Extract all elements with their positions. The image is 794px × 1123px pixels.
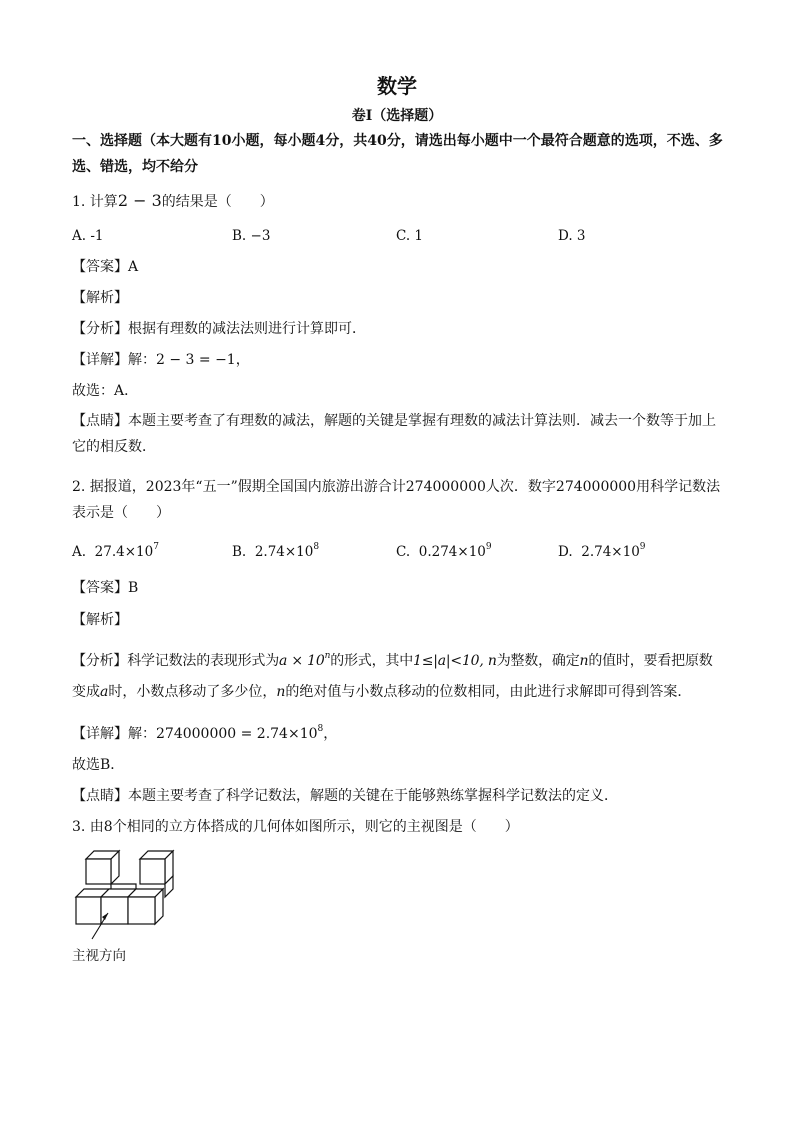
q2-fenxi-math-a: a xyxy=(100,684,109,700)
q2-comment: 【点睛】本题主要考查了科学记数法，解题的关键在于能够熟练掌握科学记数法的定义． xyxy=(72,788,618,804)
q1-comment: 【点睛】本题主要考查了有理数的减法，解题的关键是掌握有理数的减法计算法则．减去一个数等于加上它的相反数． xyxy=(72,413,716,455)
q2-fenxi-text: 时，小数点移动了多少位， xyxy=(108,684,277,700)
q2-fenxi-text: 的绝对值与小数点移动的位数相同，由此进行求解即可得到答案． xyxy=(285,684,692,700)
q2-option-b-exp: 8 xyxy=(313,542,320,552)
q1-detail: 【详解】解：2 − 3 = −1， xyxy=(72,352,250,368)
q2-option-c-label: C. xyxy=(396,544,411,560)
q2-option-c-base: 0.274×10 xyxy=(418,544,486,560)
page-title: 数学 xyxy=(377,74,417,98)
q2-detail xyxy=(72,718,727,745)
q2-analysis-label: 【解析】 xyxy=(72,612,128,628)
q2-answer: 【答案】B xyxy=(72,580,139,596)
q1-answer: 【答案】A xyxy=(72,259,139,275)
paper-subtitle: 卷Ⅰ（选择题） xyxy=(351,108,443,124)
q2-fenxi-text: 的形式，其中 xyxy=(330,653,414,669)
q2-option-a-base: 27.4×10 xyxy=(94,544,154,560)
q2-option-d-base: 2.74×10 xyxy=(581,544,640,560)
question-3-stem: 3. 由8个相同的立方体搭成的几何体如图所示，则它的主视图是（ ） xyxy=(72,819,519,835)
q2-option-a-exp: 7 xyxy=(153,542,159,552)
q2-detail-exp: 8 xyxy=(317,724,324,734)
q2-fenxi-math-form: a × 10 xyxy=(279,653,325,669)
q2-option-d xyxy=(558,542,646,560)
q2-detail-text: 【详解】解：274000000 = 2.74×10 xyxy=(72,726,318,742)
question-1-prefix: 1. 计算 xyxy=(72,194,118,210)
q2-option-a-label: A. xyxy=(72,544,87,560)
q2-fenxi-text: 的值时，要看把原数 xyxy=(588,653,713,669)
q2-option-b-label: B. xyxy=(232,544,247,560)
q2-option-d-label: D. xyxy=(558,544,573,560)
q2-choose: 故选B． xyxy=(72,757,125,773)
q1-choose: 故选：A． xyxy=(72,383,139,399)
q2-detail-end: ， xyxy=(323,726,338,742)
q2-fenxi-text: 【分析】科学记数法的表现形式为 xyxy=(72,653,279,669)
q1-analysis-label: 【解析】 xyxy=(72,290,128,306)
q1-fenxi: 【分析】根据有理数的减法法则进行计算即可． xyxy=(72,321,366,337)
question-2-stem: 2. 据报道，2023年“五一”假期全国国内旅游出游合计274000000人次．数字274000000用科学记数法表示是（ ） xyxy=(72,479,721,521)
q2-fenxi-math-n: n xyxy=(579,653,589,669)
q1-option-a: A. -1 xyxy=(72,228,104,244)
q2-option-a xyxy=(72,542,159,560)
q2-fenxi-math-exp: n xyxy=(324,651,331,661)
q2-option-d-exp: 9 xyxy=(639,542,646,552)
q2-fenxi-math-n: n xyxy=(276,684,286,700)
q2-fenxi-text: 变成 xyxy=(72,684,100,700)
q2-option-b xyxy=(232,542,319,560)
q1-option-d: D. 3 xyxy=(558,228,586,244)
question-1-stem xyxy=(72,190,727,213)
q1-option-b: B. −3 xyxy=(232,228,271,244)
q2-option-b-base: 2.74×10 xyxy=(254,544,314,560)
question-1-suffix: 的结果是（ ） xyxy=(161,194,274,210)
q2-option-c xyxy=(396,542,492,560)
q2-fenxi-line-2 xyxy=(72,681,727,703)
q2-option-c-exp: 9 xyxy=(485,542,492,552)
q2-fenxi-line-1 xyxy=(72,645,727,672)
figure-caption: 主视方向 xyxy=(72,948,126,964)
q1-option-c: C. 1 xyxy=(396,228,424,244)
q2-fenxi-math-range: 1≤|a|<10, n xyxy=(413,653,497,669)
section-heading: 一、选择题（本大题有10小题，每小题4分，共40分，请选出每小题中一个最符合题意的选项，不选、多选、错选，均不给分 xyxy=(72,133,723,175)
q2-fenxi-text: 为整数，确定 xyxy=(496,653,580,669)
question-1-math: 2 − 3 xyxy=(117,191,162,210)
